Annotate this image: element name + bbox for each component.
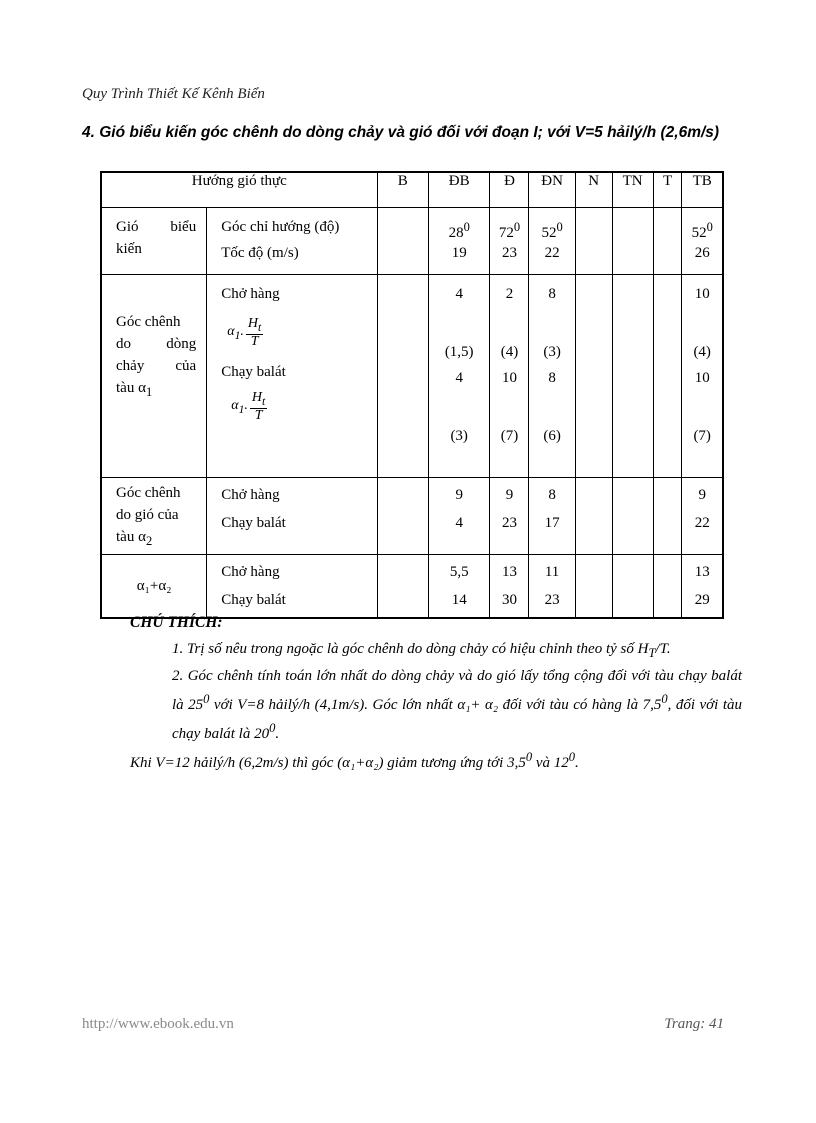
- table-cell: $52^0$: [541, 220, 563, 241]
- alpha-ht-fraction: $\alpha_1$. $H_t$ T: [231, 389, 266, 424]
- table-cell: 4: [455, 286, 463, 302]
- table-cell: [378, 365, 428, 391]
- table-cell: [613, 480, 653, 510]
- table-cell: 13: [501, 564, 517, 580]
- table-cell: [576, 339, 612, 365]
- table-cell: 13: [694, 564, 710, 580]
- table-cell: [613, 365, 653, 391]
- total-drift-sublabels: Chở hàng Chạy balát: [207, 555, 377, 619]
- table-cell: 22: [694, 515, 710, 531]
- current-drift-row: [101, 275, 723, 478]
- table-cell: [613, 559, 653, 585]
- table-cell: [378, 214, 428, 240]
- table-cell: [576, 510, 612, 536]
- direction-header: TB: [682, 172, 723, 208]
- direction-header: ĐB: [428, 172, 490, 208]
- table-cell: [654, 240, 682, 266]
- table-cell: 23: [501, 515, 517, 531]
- table-cell: [613, 240, 653, 266]
- direction-header: T: [653, 172, 682, 208]
- table-cell: [576, 559, 612, 585]
- table-cell: [613, 214, 653, 240]
- table-cell: $28^0$: [448, 220, 470, 241]
- table-cell: (4): [693, 344, 711, 360]
- alpha-ht-fraction: $\alpha_1$. $H_t$ T: [227, 315, 262, 350]
- table-cell: 2: [505, 286, 514, 302]
- table-cell: [654, 480, 682, 510]
- page-number: Trang: 41: [664, 1016, 724, 1032]
- table-cell: [378, 240, 428, 266]
- table-cell: 17: [544, 515, 560, 531]
- table-cell: [378, 510, 428, 536]
- table-cell: [576, 585, 612, 615]
- total-drift-row: [101, 555, 723, 619]
- table-cell: 23: [544, 592, 560, 608]
- table-cell: [654, 559, 682, 585]
- direction-header: Đ: [490, 172, 529, 208]
- wind-drift-label: Góc chênh do gió của tàu $\alpha_2$: [101, 478, 207, 555]
- wind-current-table: [100, 171, 724, 619]
- table-cell: [576, 423, 612, 449]
- table-header-row: [101, 172, 723, 208]
- table-cell: [576, 281, 612, 307]
- current-drift-label: Góc chênh do dòng chảy của tàu $\alpha_1$: [101, 275, 207, 478]
- table-cell: 26: [694, 245, 710, 261]
- table-cell: [654, 281, 682, 307]
- table-cell: 10: [694, 370, 710, 386]
- table-cell: [613, 423, 653, 449]
- table-cell: 4: [455, 370, 463, 386]
- table-cell: [613, 510, 653, 536]
- note-2: 2. Góc chênh tính toán lớn nhất do dòng chảy và do gió lấy tổng cộng đối với tàu chạy balát là $25^0$ với V=8 hảilý/h (4,1m/s). Góc lớn nhất α₁+ α₂ đối với tàu có hàng là $7,5^0$, đối với tàu chạy balát là $20^0$.: [172, 668, 742, 742]
- table-cell: 5,5: [449, 564, 469, 580]
- table-cell: [378, 585, 428, 615]
- table-cell: 19: [451, 245, 467, 261]
- wind-drift-row: [101, 478, 723, 555]
- direction-header: B: [377, 172, 428, 208]
- section-title: 4. Gió biểu kiến góc chênh do dòng chảy và gió đối với đoạn I; với V=5 hảilý/h (2,6m/s): [82, 124, 720, 141]
- apparent-wind-label: Gió biểu kiến: [101, 208, 207, 275]
- table-cell: (7): [693, 428, 711, 444]
- table-cell: 23: [501, 245, 517, 261]
- note-1: 1. Trị số nêu trong ngoặc là góc chênh do dòng chảy có hiệu chỉnh theo tỷ số $H_T/T$.: [172, 641, 671, 660]
- note-3: Khi V=12 hảilý/h (6,2m/s) thì góc (α₁+α₂) giảm tương ứng tới $3,5^0$ và $12^0$.: [130, 750, 579, 771]
- table-cell: [654, 585, 682, 615]
- direction-header: N: [575, 172, 612, 208]
- table-cell: 11: [544, 564, 560, 580]
- table-cell: 29: [694, 592, 710, 608]
- table-cell: [576, 365, 612, 391]
- apparent-wind-row: [101, 208, 723, 275]
- table-cell: 8: [548, 487, 556, 503]
- table-cell: 9: [455, 487, 463, 503]
- table-cell: [378, 559, 428, 585]
- document-header: Quy Trình Thiết Kế Kênh Biển: [82, 86, 265, 102]
- table-cell: 8: [548, 370, 556, 386]
- table-cell: $72^0$: [498, 220, 521, 241]
- table-cell: (3): [450, 428, 468, 444]
- table-cell: [378, 339, 428, 365]
- table-cell: 9: [698, 487, 706, 503]
- direction-header: ĐN: [529, 172, 575, 208]
- wind-drift-sublabels: Chở hàng Chạy balát: [207, 478, 377, 555]
- notes-body: [130, 638, 742, 775]
- table-cell: (3): [543, 344, 561, 360]
- table-cell: [613, 585, 653, 615]
- apparent-wind-sublabels: Góc chỉ hướng (độ) Tốc độ (m/s): [207, 208, 377, 275]
- table-cell: [654, 365, 682, 391]
- table-cell: [378, 281, 428, 307]
- table-cell: 9: [505, 487, 514, 503]
- table-cell: 10: [694, 286, 710, 302]
- table-cell: (7): [500, 428, 519, 444]
- table-cell: [576, 240, 612, 266]
- table-cell: [654, 423, 682, 449]
- table-cell: 22: [544, 245, 560, 261]
- table-cell: [613, 339, 653, 365]
- table-cell: 4: [455, 515, 463, 531]
- table-cell: [654, 510, 682, 536]
- table-cell: [378, 480, 428, 510]
- total-drift-label: α₁+α₂: [101, 555, 207, 619]
- table-cell: [654, 339, 682, 365]
- direction-header: TN: [612, 172, 653, 208]
- notes-title: CHÚ THÍCH:: [130, 614, 223, 631]
- table-cell: (6): [543, 428, 561, 444]
- table-cell: [576, 480, 612, 510]
- table-cell: 14: [451, 592, 467, 608]
- table-cell: [378, 423, 428, 449]
- footer-url-link[interactable]: http://www.ebook.edu.vn: [82, 1016, 234, 1032]
- current-drift-sublabels: Chở hàng $\alpha_1$. $H_t$ T Chạy balát $\alpha_1$. $H_t$ T: [207, 275, 377, 478]
- table-cell: [613, 281, 653, 307]
- table-cell: 8: [548, 286, 556, 302]
- table-corner-label: Hướng gió thực: [101, 172, 377, 208]
- table-cell: 30: [501, 592, 517, 608]
- table-cell: [576, 214, 612, 240]
- table-cell: $52^0$: [691, 220, 713, 241]
- table-cell: [654, 214, 682, 240]
- table-cell: (1,5): [444, 344, 474, 360]
- table-cell: (4): [500, 344, 519, 360]
- table-cell: 10: [501, 370, 517, 386]
